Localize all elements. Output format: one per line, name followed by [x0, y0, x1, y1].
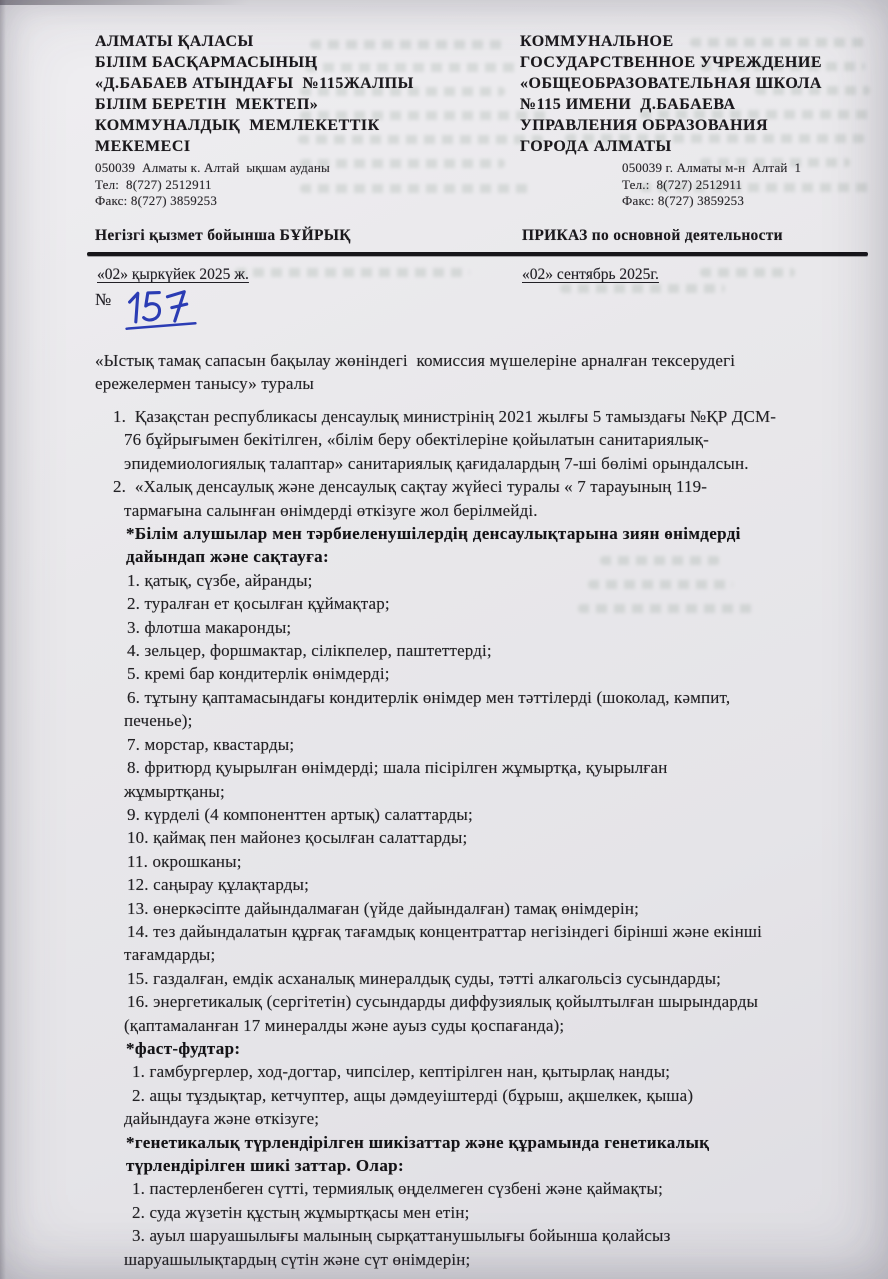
body-text-line: 2. суда жүзетін құстың жұмыртқасы мен етін; [132, 1202, 470, 1222]
handwritten-order-number [118, 287, 204, 339]
org-name-line-kk: БІЛІМ БЕРЕТІН МЕКТЕП» [95, 96, 319, 113]
body-text-line: шаруашылықтардың сүтін және сүт өнімдерін; [124, 1249, 471, 1269]
org-name-line-ru: №115 ИМЕНИ Д.БАБАЕВА [520, 96, 736, 113]
body-text-line: эпидемиологиялық талаптар» санитариялық қағидалардың 7-ші бөлімі орындалсын. [124, 453, 749, 473]
org-name-line-kk: АЛМАТЫ ҚАЛАСЫ [95, 33, 254, 50]
body-text-line: (қаптамаланған 17 минералды және ауыз суды қоспағанда); [124, 1015, 565, 1035]
body-text-line: 8. фритюрд қуырылған өнімдерді; шала пісірілген жұмыртқа, қуырылған [127, 758, 668, 778]
order-number-row [95, 288, 203, 337]
handwriting-157-strokes [118, 287, 203, 334]
order-date-ru: «02» сентябрь 2025г. [522, 266, 659, 283]
contact-line-ru: Тел.: 8(727) 2512911 [622, 176, 743, 192]
scan-edge-shadow-left [0, 0, 6, 1279]
body-text-line: 14. тез дайындалатын құрғақ тағамдық концентраттар негізіндегі бірінші және екінші [127, 921, 762, 941]
body-text-line: 13. өнеркәсіпте дайындалмаған (үйде дайындалған) тамақ өнімдерін; [127, 898, 640, 918]
order-body [95, 405, 870, 1271]
org-name-line-ru: УПРАВЛЕНИЯ ОБРАЗОВАНИЯ [520, 117, 769, 134]
header-separator-rule [87, 252, 868, 256]
body-text-line: 6. тұтыну қаптамасындағы кондитерлік өнімдер мен тәттілерді (шоколад, кәмпит, [127, 687, 731, 707]
org-name-line-kk: МЕКЕМЕСІ [95, 138, 191, 155]
body-text-line: 2. туралған ет қосылған құймақтар; [127, 594, 390, 614]
scan-edge-shadow-top [0, 0, 250, 5]
body-text-line: 9. күрделі (4 компоненттен артық) салаттарды; [127, 804, 473, 824]
org-name-line-ru: ГОСУДАРСТВЕННОЕ УЧРЕЖДЕНИЕ [520, 54, 822, 71]
org-name-line-kk: БІЛІМ БАСҚАРМАСЫНЫҢ [95, 54, 318, 71]
org-name-line-ru: ГОРОДА АЛМАТЫ [520, 138, 672, 155]
contact-line-kk: Факс: 8(727) 3859253 [95, 193, 218, 208]
org-name-line-kk: КОММУНАЛДЫҚ МЕМЛЕКЕТТІК [95, 117, 380, 134]
body-text-line: 10. қаймақ пен майонез қосылған салаттарды; [127, 828, 468, 848]
body-text-line: дайындап және сақтауға: [126, 547, 330, 567]
body-text-line: 12. саңырау құлақтарды; [127, 875, 309, 895]
body-text-line: *фаст-фудтар: [126, 1038, 241, 1058]
contact-line-kk: Тел: 8(727) 2512911 [95, 176, 212, 192]
body-text-line: 3. флотша макаронды; [127, 617, 292, 637]
body-text-line: 15. газдалған, емдік асханалық минералдық суды, тәтті алкагольсіз сусындарды; [127, 968, 722, 988]
body-text-line: 1. пастерленбеген сүтті, термиялық өңделмеген сүзбені және қаймақты; [132, 1179, 663, 1199]
org-contact-ru [520, 160, 888, 210]
body-text-line: тармағына салынған өнімдерді өткізуге жол берілмейді. [124, 500, 538, 520]
org-name-line-ru: «ОБЩЕОБРАЗОВАТЕЛЬНАЯ ШКОЛА [520, 75, 822, 92]
subject-line: «Ыстық тамақ сапасын бақылау жөніндегі комиссия мүшелеріне арналған тексерудегі [95, 351, 736, 370]
number-sign: № [95, 290, 112, 309]
order-date-kk: «02» қыркүйек 2025 ж. [97, 266, 249, 283]
body-text-line: 1. гамбургерлер, ход-догтар, чипсілер, кептірілген нан, қытырлақ нанды; [132, 1062, 671, 1082]
body-text-line: 11. окрошканы; [127, 851, 242, 871]
body-text-line: тағамдарды; [124, 945, 216, 965]
body-text-line: 16. энергетикалық (сергітетін) сусындарды диффузиялық қойылтылған шырындарды [127, 992, 759, 1012]
order-subject [95, 349, 865, 396]
contact-line-ru: 050039 г. Алматы м-н Алтай 1 [622, 160, 802, 175]
body-text-line: 3. ауыл шаруашылығы малының сырқаттанушылығы бойынша қолайсыз [132, 1226, 671, 1246]
body-text-line: түрлендірілген шикі заттар. Олар: [126, 1156, 404, 1175]
body-text-line: 1. қатық, сүзбе, айранды; [127, 570, 313, 590]
body-text-line: 7. морстар, квастарды; [127, 734, 295, 754]
letterhead-kk [95, 31, 507, 210]
body-text-line: 2. ащы тұздықтар, кетчуптер, ащы дәмдеуіштерді (бұрыш, ақшелкек, қыша) [132, 1085, 694, 1105]
body-text-line: *Білім алушылар мен тәрбиеленушілердің денсаулықтарына зиян өнімдерді [126, 524, 741, 544]
org-name-ru [520, 31, 888, 157]
body-text-line: 1. Қазақстан республикасы денсаулық министрінің 2021 жылғы 5 тамыздағы №ҚР ДСМ- [113, 407, 777, 426]
letterhead-ru [520, 31, 888, 210]
order-type-kk: Негізгі қызмет бойынша БҰЙРЫҚ [95, 227, 351, 244]
org-name-line-kk: «Д.БАБАЕВ АТЫНДАҒЫ №115ЖАЛПЫ [95, 75, 414, 92]
org-name-kk [95, 31, 507, 157]
subject-line: ережелермен танысу» туралы [95, 374, 314, 394]
body-text-line: 76 бұйрығымен бекітілген, «білім беру обектілеріне қойылатын санитариялық- [124, 430, 709, 450]
body-text-line: *генетикалық түрлендірілген шикізаттар және құрамында генетикалық [126, 1132, 710, 1152]
contact-line-kk: 050039 Алматы к. Алтай ықшам ауданы [95, 160, 330, 175]
body-text-line: дайындауға және өткізуге; [124, 1109, 320, 1129]
order-type-ru: ПРИКАЗ по основной деятельности [522, 227, 783, 244]
org-name-line-ru: КОММУНАЛЬНОЕ [520, 33, 674, 50]
body-text-line: жұмыртқаны; [124, 781, 225, 801]
body-text-line: 4. зельцер, форшмактар, сілікпелер, паштеттерді; [127, 641, 492, 661]
body-text-line: 2. «Халық денсаулық және денсаулық сақтау жүйесі туралы « 7 тарауының 119- [113, 477, 708, 497]
org-contact-kk [95, 160, 507, 210]
body-text-line: печенье); [124, 711, 193, 731]
contact-line-ru: Факс: 8(727) 3859253 [622, 193, 745, 208]
body-text-line: 5. кремі бар кондитерлік өнімдерді; [127, 664, 390, 684]
